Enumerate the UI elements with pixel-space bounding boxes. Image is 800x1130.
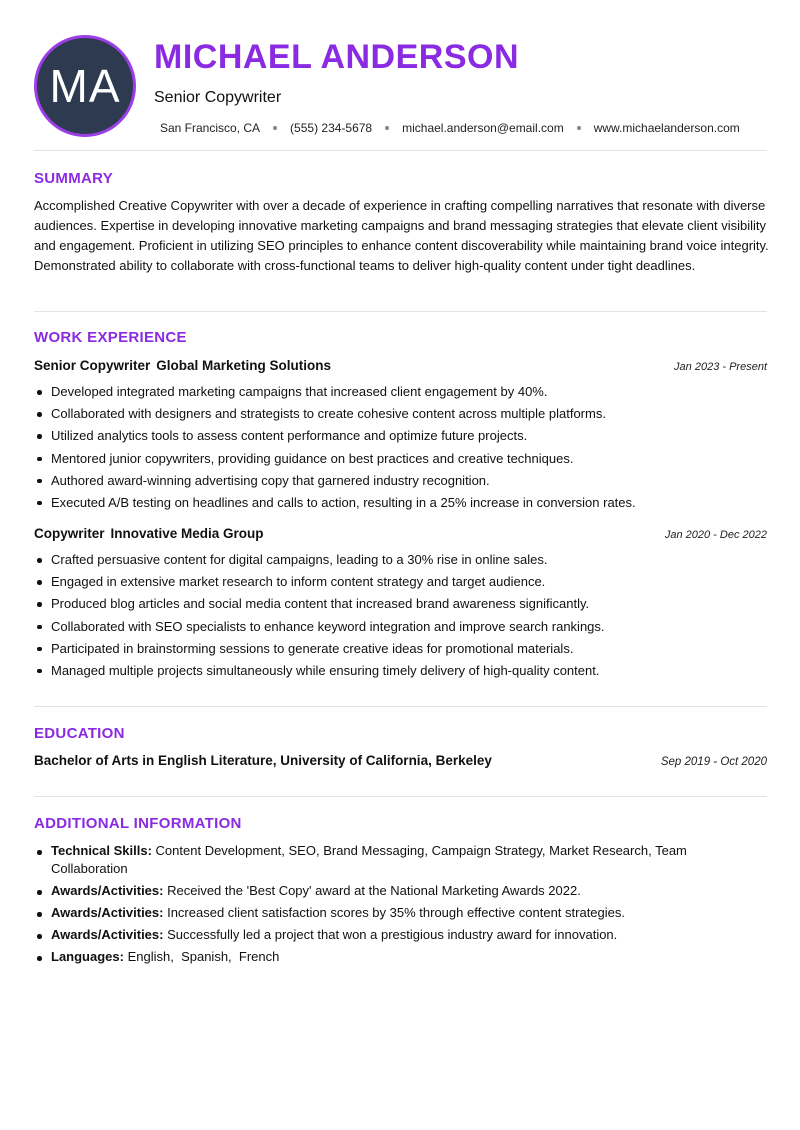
- job-company: Global Marketing Solutions: [156, 358, 332, 373]
- list-item: Executed A/B testing on headlines and calls to action, resulting in a 25% increase in conversion rates.: [34, 493, 749, 515]
- job-header: [34, 526, 767, 541]
- summary-heading: SUMMARY: [34, 170, 114, 187]
- item-label: Technical Skills:: [51, 843, 152, 858]
- list-item: Produced blog articles and social media content that increased brand awareness significantly.: [34, 594, 749, 616]
- contact-location: San Francisco, CA: [160, 121, 261, 135]
- item-label: Languages:: [51, 949, 124, 964]
- list-item: [34, 842, 714, 878]
- job-role-line: [34, 358, 331, 373]
- job-role-line: [34, 526, 264, 541]
- list-item: Engaged in extensive market research to inform content strategy and target audience.: [34, 572, 749, 594]
- contact-email[interactable]: michael.anderson@email.com: [402, 121, 564, 135]
- item-text: English, Spanish, French: [127, 949, 280, 964]
- item-label: Awards/Activities:: [51, 883, 164, 898]
- item-text: Content Development, SEO, Brand Messaging, Campaign Strategy, Market Research, Team Collaboration: [51, 843, 687, 876]
- list-item: Utilized analytics tools to assess content performance and optimize future projects.: [34, 426, 749, 448]
- section-divider: [34, 311, 767, 312]
- job-bullets: [34, 382, 749, 515]
- job-bullets: [34, 550, 749, 683]
- additional-info-heading: ADDITIONAL INFORMATION: [34, 815, 242, 832]
- separator-dot: [577, 126, 581, 130]
- job-dates: Jan 2023 - Present: [674, 361, 767, 373]
- contact-website[interactable]: www.michaelanderson.com: [593, 121, 740, 135]
- avatar-initials: MA: [49, 60, 121, 112]
- section-divider: [34, 796, 767, 797]
- list-item: Developed integrated marketing campaigns that increased client engagement by 40%.: [34, 382, 749, 404]
- education-heading: EDUCATION: [34, 725, 125, 742]
- job-company: Innovative Media Group: [110, 526, 264, 541]
- item-label: Awards/Activities:: [51, 927, 164, 942]
- list-item: [34, 948, 714, 966]
- education-dates: Sep 2019 - Oct 2020: [660, 756, 767, 768]
- education-degree: Bachelor of Arts in English Literature, University of California, Berkeley: [34, 753, 492, 768]
- list-item: Crafted persuasive content for digital campaigns, leading to a 30% rise in online sales.: [34, 550, 749, 572]
- list-item: [34, 882, 714, 900]
- work-experience-heading: WORK EXPERIENCE: [34, 329, 187, 346]
- job-role: Senior Copywriter: [34, 358, 151, 373]
- list-item: Participated in brainstorming sessions to generate creative ideas for promotional materials.: [34, 639, 749, 661]
- list-item: Collaborated with designers and strategists to create cohesive content across multiple platforms.: [34, 404, 749, 426]
- job-header: [34, 358, 767, 373]
- list-item: Mentored junior copywriters, providing guidance on best practices and creative techniques.: [34, 449, 749, 471]
- list-item: [34, 926, 714, 944]
- job-title: Senior Copywriter: [154, 89, 282, 106]
- item-text: Received the 'Best Copy' award at the National Marketing Awards 2022.: [167, 883, 581, 898]
- avatar: [34, 35, 136, 137]
- contact-phone: (555) 234-5678: [290, 121, 373, 135]
- education-entry: [34, 753, 767, 768]
- item-text: Increased client satisfaction scores by 35% through effective content strategies.: [167, 905, 625, 920]
- section-divider: [34, 706, 767, 707]
- item-label: Awards/Activities:: [51, 905, 164, 920]
- summary-text: Accomplished Creative Copywriter with over a decade of experience in crafting compelling narratives that resonate with diverse audiences. Expertise in developing innovative marketing campaigns and brand messaging strategies that elevate client visibility and engagement. Proficient in utilizing SEO principles to enhance content discoverability while maintaining brand voice integrity. Demonstrated ability to collaborate with cross-functional teams to deliver high-quality content under tight deadlines.: [34, 198, 769, 273]
- separator-dot: [273, 126, 277, 130]
- job-role: Copywriter: [34, 526, 105, 541]
- list-item: [34, 904, 714, 922]
- additional-info-list: [34, 842, 714, 970]
- candidate-name: MICHAEL ANDERSON: [154, 38, 520, 76]
- list-item: Authored award-winning advertising copy that garnered industry recognition.: [34, 471, 749, 493]
- separator-dot: [385, 126, 389, 130]
- contact-info: [160, 121, 740, 135]
- item-text: Successfully led a project that won a prestigious industry award for innovation.: [167, 927, 618, 942]
- list-item: Collaborated with SEO specialists to enhance keyword integration and improve search rankings.: [34, 617, 749, 639]
- section-divider: [34, 150, 767, 151]
- list-item: Managed multiple projects simultaneously while ensuring timely delivery of high-quality content.: [34, 661, 749, 683]
- job-dates: Jan 2020 - Dec 2022: [664, 529, 767, 541]
